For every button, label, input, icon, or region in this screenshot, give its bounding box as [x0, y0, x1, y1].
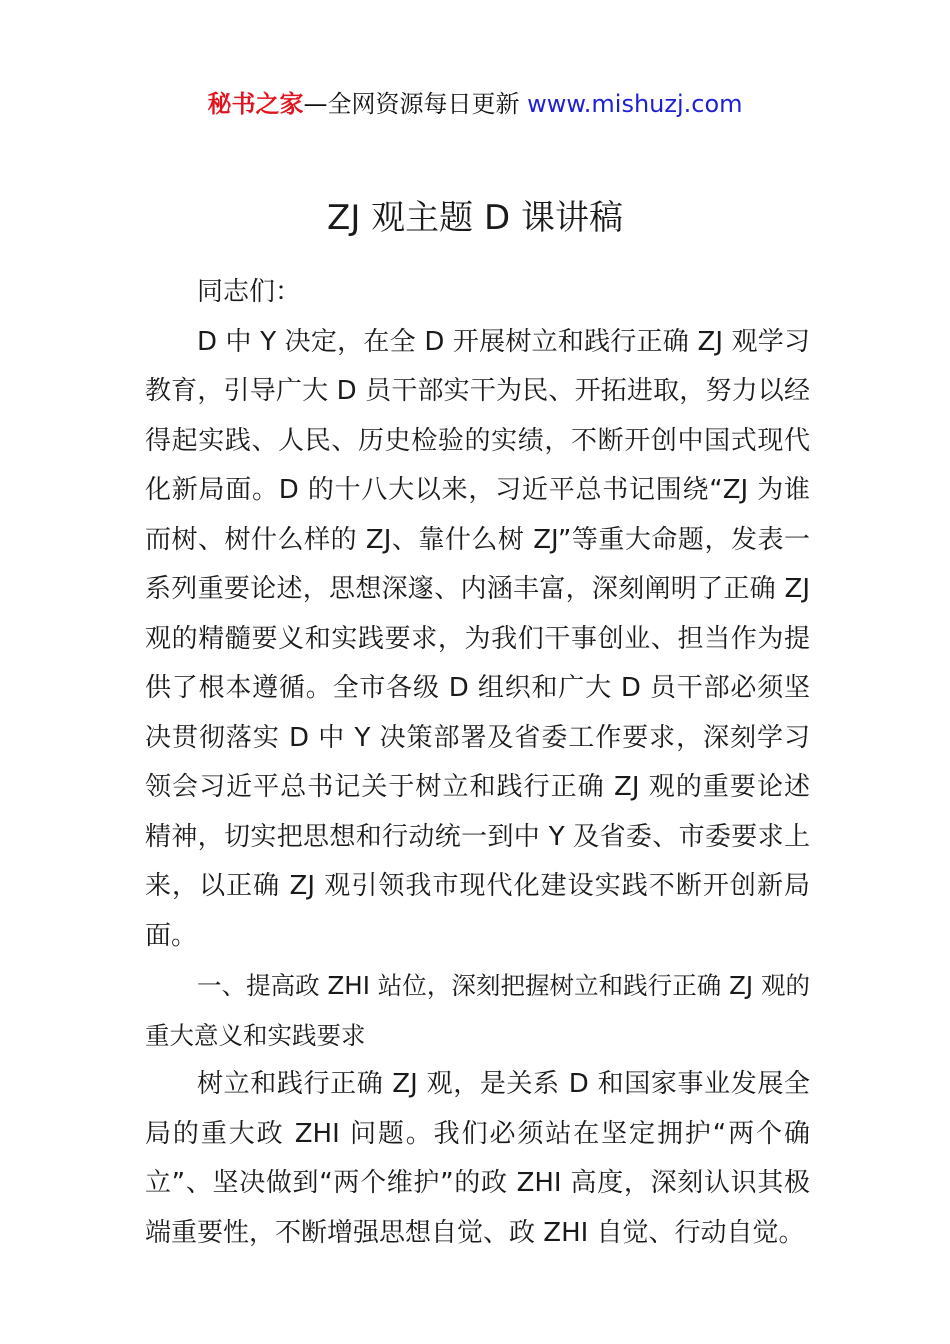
document-body — [145, 268, 810, 1258]
section-heading: 一、提高政 ZHI 站位，深刻把握树立和践行正确 ZJ 观的重大意义和实践要求 — [145, 971, 810, 1050]
site-url-link[interactable]: www.mishuzj.com — [527, 90, 743, 118]
site-tagline: —全网资源每日更新 — [303, 90, 528, 118]
salutation-paragraph: 同志们： — [197, 277, 302, 307]
document-title: ZJ 观主题 D 课讲稿 — [327, 198, 623, 238]
intro-paragraph: D 中 Y 决定，在全 D 开展树立和践行正确 ZJ 观学习教育，引导广大 D 员干部实干为民、开拓进取，努力以经得起实践、人民、历史检验的实绩，不断开创中国式现代化新局面。D 的十八大以来，习近平总书记围绕“ZJ 为谁而树、树什么样的 ZJ、靠什么树 ZJ”等重大命题，发表一系列重要论述，思想深邃、内涵丰富，深刻阐明了正确 ZJ 观的精髓要义和实践要求，为我们干事创业、担当作为提供了根本遵循。全市各级 D 组织和广大 D 员干部必须坚决贯彻落实 D 中 Y 决策部署及省委工作要求，深刻学习领会习近平总书记关于树立和践行正确 ZJ 观的重要论述精神，切实把思想和行动统一到中 Y 及省委、市委要求上来，以正确 ZJ 观引领我市现代化建设实践不断开创新局面。 — [145, 326, 810, 951]
brand-name: 秘书之家 — [207, 90, 304, 118]
section-paragraph: 树立和践行正确 ZJ 观，是关系 D 和国家事业发展全局的重大政 ZHI 问题。我们必须站在坚定拥护“两个确立”、坚决做到“两个维护”的政 ZHI 高度，深刻认识其极端重要性，不断增强思想自觉、政 ZHI 自觉、行动自觉。 — [145, 1069, 810, 1248]
site-header — [0, 86, 950, 122]
